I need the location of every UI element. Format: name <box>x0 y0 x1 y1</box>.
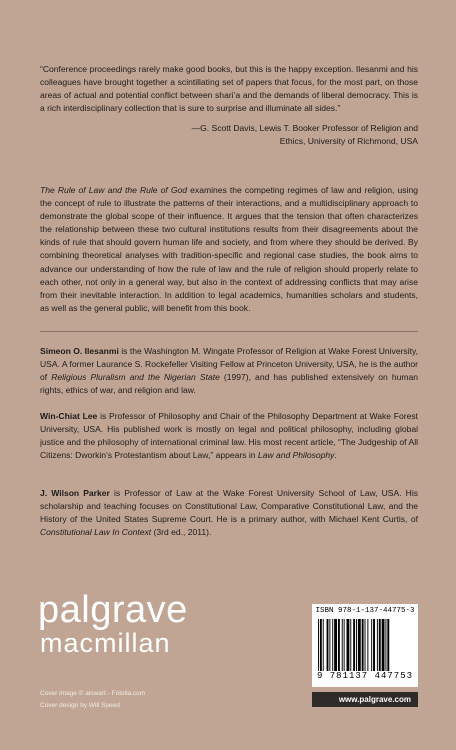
endorsement-attribution <box>118 122 418 148</box>
bio-book-title: Law and Philosophy <box>257 450 335 461</box>
cover-credits <box>40 688 145 712</box>
attribution-line-2: Ethics, University of Richmond, USA <box>279 136 418 147</box>
isbn-label: ISBN 978-1-137-44775-3 <box>315 607 415 615</box>
bio-text: is Professor of Philosophy and Chair of the Philosophy Department at Wake Forest University, USA. His published work is mostly on legal and political philosophy, including global justice and the philosophy of international criminal law. His most recent article, “The Judgeship of All Citizens: Dworkin’s Protestantism about Law,” appears in <box>40 411 418 461</box>
cover-design-credit: Cover design by Will Speed <box>40 702 120 709</box>
publisher-logo-macmillan: macmillan <box>40 628 171 658</box>
barcode-icon <box>316 619 414 671</box>
bio-text: (3rd ed., 2011). <box>151 527 212 538</box>
author-bio-parker <box>40 487 418 539</box>
author-name: Simeon O. Ilesanmi <box>40 346 119 356</box>
description-text: examines the competing regimes of law and religion, using the concept of rule to illustrate the patterns of their interactions, and a multidisciplinary approach to demonstrate the global scope of their influence. It argues that the tension that often characterizes the relationship between these two cultural institutions results from their disagreements about the kinds of rule that should govern human life and society, and from where they should be derived. By combining theoretical analyses with tradition-specific and regional case studies, the book aims to advance our understanding of how the rule of law and the rule of religion should properly relate to each other, not only in a general way, but also in the context of addressing conflicts that may arise from their inevitable interaction. In addition to legal academics, humanities scholars and students, as well as the general public, will benefit from this book. <box>40 185 418 313</box>
publisher-logo-palgrave: palgrave <box>38 589 188 631</box>
website-label: www.palgrave.com <box>338 695 411 704</box>
bio-book-title: Constitutional Law In Context <box>40 527 152 538</box>
book-title: The Rule of Law and the Rule of God <box>40 185 188 195</box>
cover-image-credit: Cover image © alswart - Fotolia.com <box>40 690 146 697</box>
author-name: Win-Chiat Lee <box>40 411 98 421</box>
barcode-panel <box>312 604 418 687</box>
author-bio-ilesanmi <box>40 345 418 397</box>
bio-text: is the Washington M. Wingate Professor of Religion at Wake Forest University, USA. A former Laurance S. Rockefeller Visiting Fellow at Princeton University, USA, he is the author of <box>40 346 418 383</box>
barcode-number: 9 781137 447753 <box>316 671 413 681</box>
bio-text: is Professor of Law at the Wake Forest University School of Law, USA. His scholarship and teaching focuses on Constitutional Law, Comparative Constitutional Law, and the History of the United States Supreme Court. He is a primary author, with Michael Kent Curtis, of <box>40 488 418 525</box>
author-bio-lee <box>40 410 418 462</box>
author-name: J. Wilson Parker <box>40 488 110 498</box>
bio-book-title: Religious Pluralism and the Nigerian State <box>51 372 220 383</box>
bio-text: (1997), and has published extensively on human rights, ethics of war, and religion and law. <box>40 372 418 396</box>
bio-text: . <box>334 450 337 461</box>
attribution-line-1: —G. Scott Davis, Lewis T. Booker Professor of Religion and <box>191 123 418 133</box>
endorsement-quote: “Conference proceedings rarely make good books, but this is the happy exception. Ilesanmi and his colleagues have brought together a scintillating set of papers that focus, for the most part, on those areas of actual and potential conflict between shari’a and the demands of liberal democracy. This is a rich interdisciplinary collection that is sure to surprise and illuminate all sides.” <box>40 64 418 114</box>
section-divider <box>40 331 418 332</box>
book-description <box>40 184 418 315</box>
publisher-website <box>312 692 418 707</box>
